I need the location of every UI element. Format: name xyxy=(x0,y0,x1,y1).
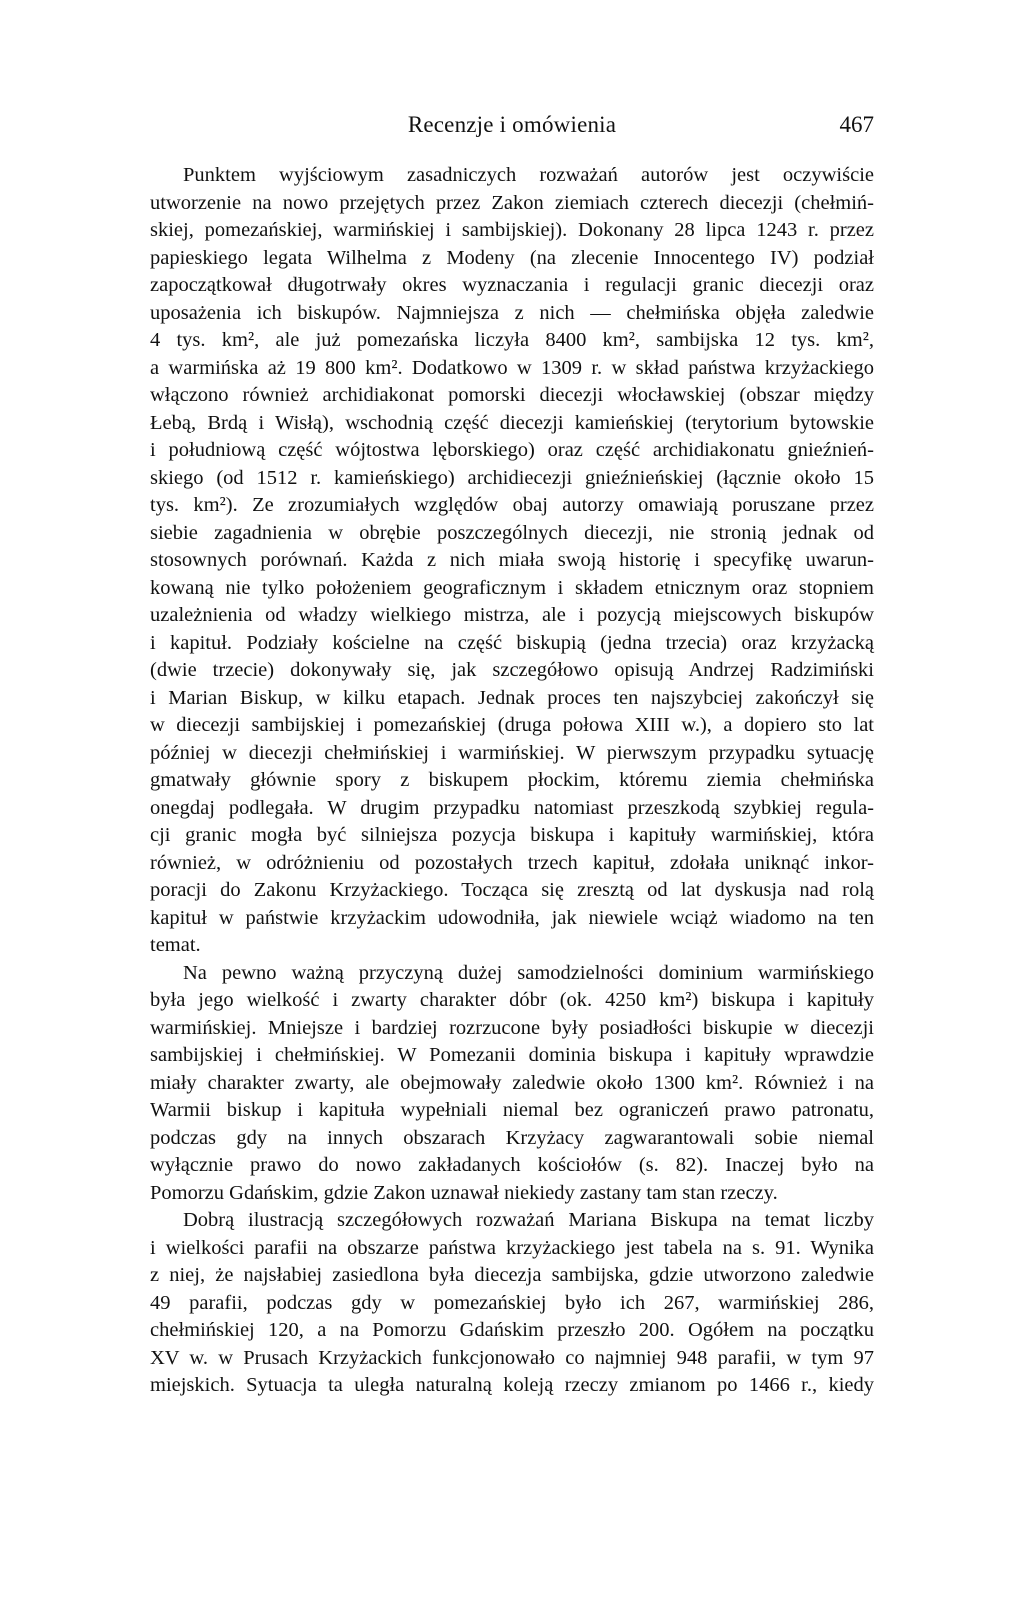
text-line: w diecezji sambijskiej i pomezańskiej (druga połowa XIII w.), a dopiero sto lat xyxy=(150,714,874,736)
text-line: miejskich. Sytuacja ta uległa naturalną koleją rzeczy zmianom po 1466 r., kiedy xyxy=(150,1374,874,1396)
running-header xyxy=(150,112,874,152)
text-line: cji granic mogła być silniejsza pozycja biskupa i kapituły warmińskiej, która xyxy=(150,824,874,846)
text-line: uposażenia ich biskupów. Najmniejsza z nich — chełmińska objęła zaledwie xyxy=(150,301,874,324)
text-line: stosownych porównań. Każda z nich miała swoją historię i specyfikę uwarun- xyxy=(150,549,874,571)
text-line: włączono również archidiakonat pomorski diecezji włocławskiej (obszar między xyxy=(150,384,874,406)
text-line: 49 parafii, podczas gdy w pomezańskiej było ich 267, warmińskiej 286, xyxy=(150,1291,874,1314)
text-line: poracji do Zakonu Krzyżackiego. Tocząca się zresztą od lat dyskusja nad rolą xyxy=(150,879,874,901)
document-page xyxy=(150,112,874,1400)
text-line: z niej, że najsłabiej zasiedlona była diecezja sambijska, gdzie utworzono zaledwie xyxy=(150,1264,874,1286)
text-line: skiej, pomezańskiej, warmińskiej i sambijskiej). Dokonany 28 lipca 1243 r. przez xyxy=(150,219,874,241)
text-line: kapituł w państwie krzyżackim udowodniła, jak niewiele wciąż wiadomo na ten xyxy=(150,906,874,929)
text-line: Dobrą ilustracją szczegółowych rozważań Mariana Biskupa na temat liczby xyxy=(183,1209,874,1231)
text-line: i Marian Biskup, w kilku etapach. Jednak proces ten najszybciej zakończył się xyxy=(150,686,874,709)
text-line: i południową część wójtostwa lęborskiego) oraz część archidiakonatu gnieźnień- xyxy=(150,439,874,461)
paragraph-list xyxy=(150,162,874,1400)
text-line: zapoczątkował długotrwały okres wyznaczania i regulacji granic diecezji oraz xyxy=(150,274,874,296)
text-line: również, w odróżnieniu od pozostałych trzech kapituł, zdołała uniknąć inkor- xyxy=(150,851,874,874)
text-line: chełmińskiej 120, a na Pomorzu Gdańskim przeszło 200. Ogółem na początku xyxy=(150,1319,874,1341)
text-line: utworzenie na nowo przejętych przez Zakon ziemiach czterech diecezji (chełmiń- xyxy=(150,191,874,214)
text-line: tys. km²). Ze zrozumiałych względów obaj autorzy omawiają poruszane przez xyxy=(150,494,874,516)
paragraph xyxy=(150,1207,874,1400)
text-line: XV w. w Prusach Krzyżackich funkcjonowało co najmniej 948 parafii, w tym 97 xyxy=(150,1346,874,1369)
paragraph xyxy=(150,162,874,960)
text-line: Punktem wyjściowym zasadniczych rozważań autorów jest oczywiście xyxy=(183,164,874,186)
text-line: papieskiego legata Wilhelma z Modeny (na zlecenie Innocentego IV) podział xyxy=(150,246,874,269)
text-line: warmińskiej. Mniejsze i bardziej rozrzucone były posiadłości biskupie w diecezji xyxy=(150,1016,874,1039)
text-line: i wielkości parafii na obszarze państwa krzyżackiego jest tabela na s. 91. Wynika xyxy=(150,1236,874,1259)
text-line: temat. xyxy=(150,934,201,956)
text-line: onegdaj podlegała. W drugim przypadku natomiast przeszkodą szybkiej regula- xyxy=(150,796,874,819)
text-line: wyłącznie prawo do nowo zakładanych kościołów (s. 82). Inaczej było na xyxy=(150,1154,874,1176)
text-line: i kapituł. Podziały kościelne na część biskupią (jedna trzecia) oraz krzyżacką xyxy=(150,631,874,654)
text-line: sambijskiej i chełmińskiej. W Pomezanii dominia biskupa i kapituły wprawdzie xyxy=(150,1044,874,1066)
text-line: kowaną nie tylko położeniem geograficznym i składem etnicznym oraz stopniem xyxy=(150,576,874,599)
text-line: 4 tys. km², ale już pomezańska liczyła 8400 km², sambijska 12 tys. km², xyxy=(150,329,874,351)
text-line: podczas gdy na innych obszarach Krzyżacy zagwarantowali sobie niemal xyxy=(150,1126,874,1149)
text-line: a warmińska aż 19 800 km². Dodatkowo w 1309 r. w skład państwa krzyżackiego xyxy=(150,356,874,379)
text-line: siebie zagadnienia w obrębie poszczególnych diecezji, nie stronią jednak od xyxy=(150,521,874,544)
text-line: była jego wielkość i zwarty charakter dóbr (ok. 4250 km²) biskupa i kapituły xyxy=(150,989,874,1011)
running-title: Recenzje i omówienia xyxy=(407,112,617,137)
text-line: (dwie trzecie) dokonywały się, jak szczegółowo opisują Andrzej Radzimiński xyxy=(150,659,874,681)
text-line: gmatwały głównie spory z biskupem płockim, któremu ziemia chełmińska xyxy=(150,769,874,791)
text-line: Łebą, Brdą i Wisłą), wschodnią część diecezji kamieńskiej (terytorium bytowskie xyxy=(150,411,874,434)
page-number: 467 xyxy=(839,112,874,137)
text-line: Pomorzu Gdańskim, gdzie Zakon uznawał niekiedy zastany tam stan rzeczy. xyxy=(150,1181,778,1204)
text-line: skiego (od 1512 r. kamieńskiego) archidiecezji gnieźnieńskiej (łącznie około 15 xyxy=(150,466,874,489)
text-line: miały charakter zwarty, ale obejmowały zaledwie około 1300 km². Również i na xyxy=(150,1071,874,1094)
text-line: później w diecezji chełmińskiej i warmińskiej. W pierwszym przypadku sytuację xyxy=(150,741,874,764)
text-line: uzależnienia od władzy wielkiego mistrza, ale i pozycją miejscowych biskupów xyxy=(150,604,874,626)
paragraph xyxy=(150,960,874,1208)
body-text xyxy=(150,162,874,1400)
text-line: Na pewno ważną przyczyną dużej samodzielności dominium warmińskiego xyxy=(183,961,874,984)
text-line: Warmii biskup i kapituła wypełniali niemal bez ograniczeń prawo patronatu, xyxy=(150,1099,874,1121)
